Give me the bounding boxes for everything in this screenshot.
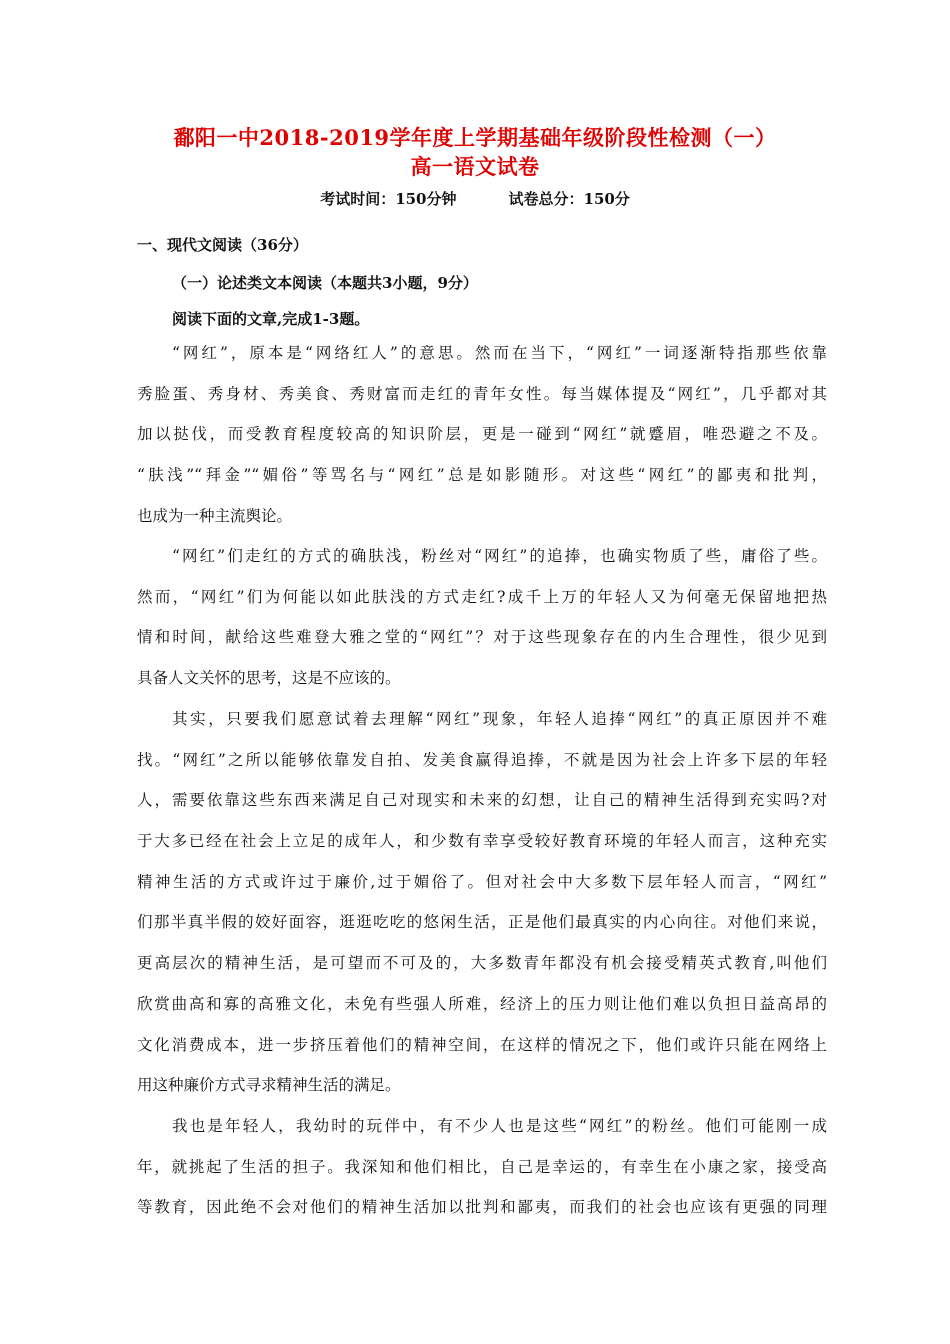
- exam-title: 鄱阳一中2018-2019学年度上学期基础年级阶段性检测（一）: [173, 125, 777, 150]
- paragraph-line: “肤浅”“拜金”“媚俗”等骂名与“网红”总是如影随形。对这些“网红”的鄙夷和批判，: [137, 466, 827, 485]
- paragraph-line: 等教育，因此绝不会对他们的精神生活加以批判和鄙夷，而我们的社会也应该有更强的同理: [137, 1198, 827, 1217]
- paragraph-line: 们那半真半假的姣好面容，逛逛吃吃的悠闲生活，正是他们最真实的内心向往。对他们来说，: [137, 913, 827, 932]
- paragraph-line: 用这种廉价方式寻求精神生活的满足。: [137, 1076, 401, 1095]
- exam-meta: [0, 188, 950, 209]
- paragraph-line: 精神生活的方式或许过于廉价,过于媚俗了。但对社会中大多数下层年轻人而言，“网红”: [137, 872, 827, 891]
- paragraph-line: “网红”们走红的方式的确肤浅，粉丝对“网红”的追捧，也确实物质了些，庸俗了些。: [172, 547, 827, 565]
- paragraph-line: 其实，只要我们愿意试着去理解“网红”现象，年轻人追捧“网红”的真正原因并不难: [172, 710, 827, 728]
- paragraph-line: 情和时间，献给这些难登大雅之堂的“网红”？对于这些现象存在的内生合理性，很少见到: [137, 628, 827, 647]
- paragraph-line: 秀脸蛋、秀身材、秀美食、秀财富而走红的青年女性。每当媒体提及“网红”，几乎都对其: [137, 384, 827, 403]
- article-paragraph-4: [137, 1106, 827, 1228]
- exam-subtitle: 高一语文试卷: [410, 154, 540, 179]
- paragraph-line: 人，需要依靠这些东西来满足自己对现实和未来的幻想，让自己的精神生活得到充实吗?对: [137, 791, 827, 810]
- section-heading: 一、现代文阅读（36分）: [137, 236, 308, 254]
- section-subheading: （一）论述类文本阅读（本题共3小题，9分）: [172, 274, 478, 292]
- article-paragraph-2: [137, 536, 827, 699]
- article-paragraph-1: [137, 333, 827, 536]
- paragraph-line: 加以挞伐，而受教育程度较高的知识阶层，更是一碰到“网红”就蹙眉，唯恐避之不及。: [137, 425, 827, 444]
- paragraph-line: 文化消费成本，进一步挤压着他们的精神空间，在这样的情况之下，他们或许只能在网络上: [137, 1035, 827, 1054]
- paragraph-line: 欣赏曲高和寡的高雅文化，未免有些强人所难，经济上的压力则让他们难以负担日益高昂的: [137, 994, 827, 1013]
- paragraph-line: 也成为一种主流舆论。: [137, 506, 293, 525]
- paragraph-line: 然而，“网红”们为何能以如此肤浅的方式走红?成千上万的年轻人又为何毫无保留地把热: [137, 587, 827, 606]
- exam-time: 考试时间：150分钟: [320, 190, 457, 208]
- paragraph-line: 我也是年轻人，我幼时的玩伴中，有不少人也是这些“网红”的粉丝。他们可能刚一成: [172, 1117, 827, 1135]
- paragraph-line: 更高层次的精神生活，是可望而不可及的，大多数青年都没有机会接受精英式教育,叫他们: [137, 954, 827, 973]
- article-paragraph-3: [137, 699, 827, 1106]
- paragraph-line: 找。“网红”之所以能够依靠发自拍、发美食赢得追捧，不就是因为社会上许多下层的年轻: [137, 750, 827, 769]
- reading-instruction: 阅读下面的文章,完成1-3题。: [172, 310, 370, 328]
- paragraph-line: 年，就挑起了生活的担子。我深知和他们相比，自己是幸运的，有幸生在小康之家，接受高: [137, 1157, 827, 1176]
- paragraph-line: 具备人文关怀的思考，这是不应该的。: [137, 669, 401, 688]
- paragraph-line: 于大多已经在社会上立足的成年人，和少数有幸享受较好教育环境的年轻人而言，这种充实: [137, 832, 827, 851]
- total-score: 试卷总分：150分: [508, 190, 630, 208]
- paragraph-line: “网红”，原本是“网络红人”的意思。然而在当下，“网红”一词逐渐特指那些依靠: [172, 344, 827, 362]
